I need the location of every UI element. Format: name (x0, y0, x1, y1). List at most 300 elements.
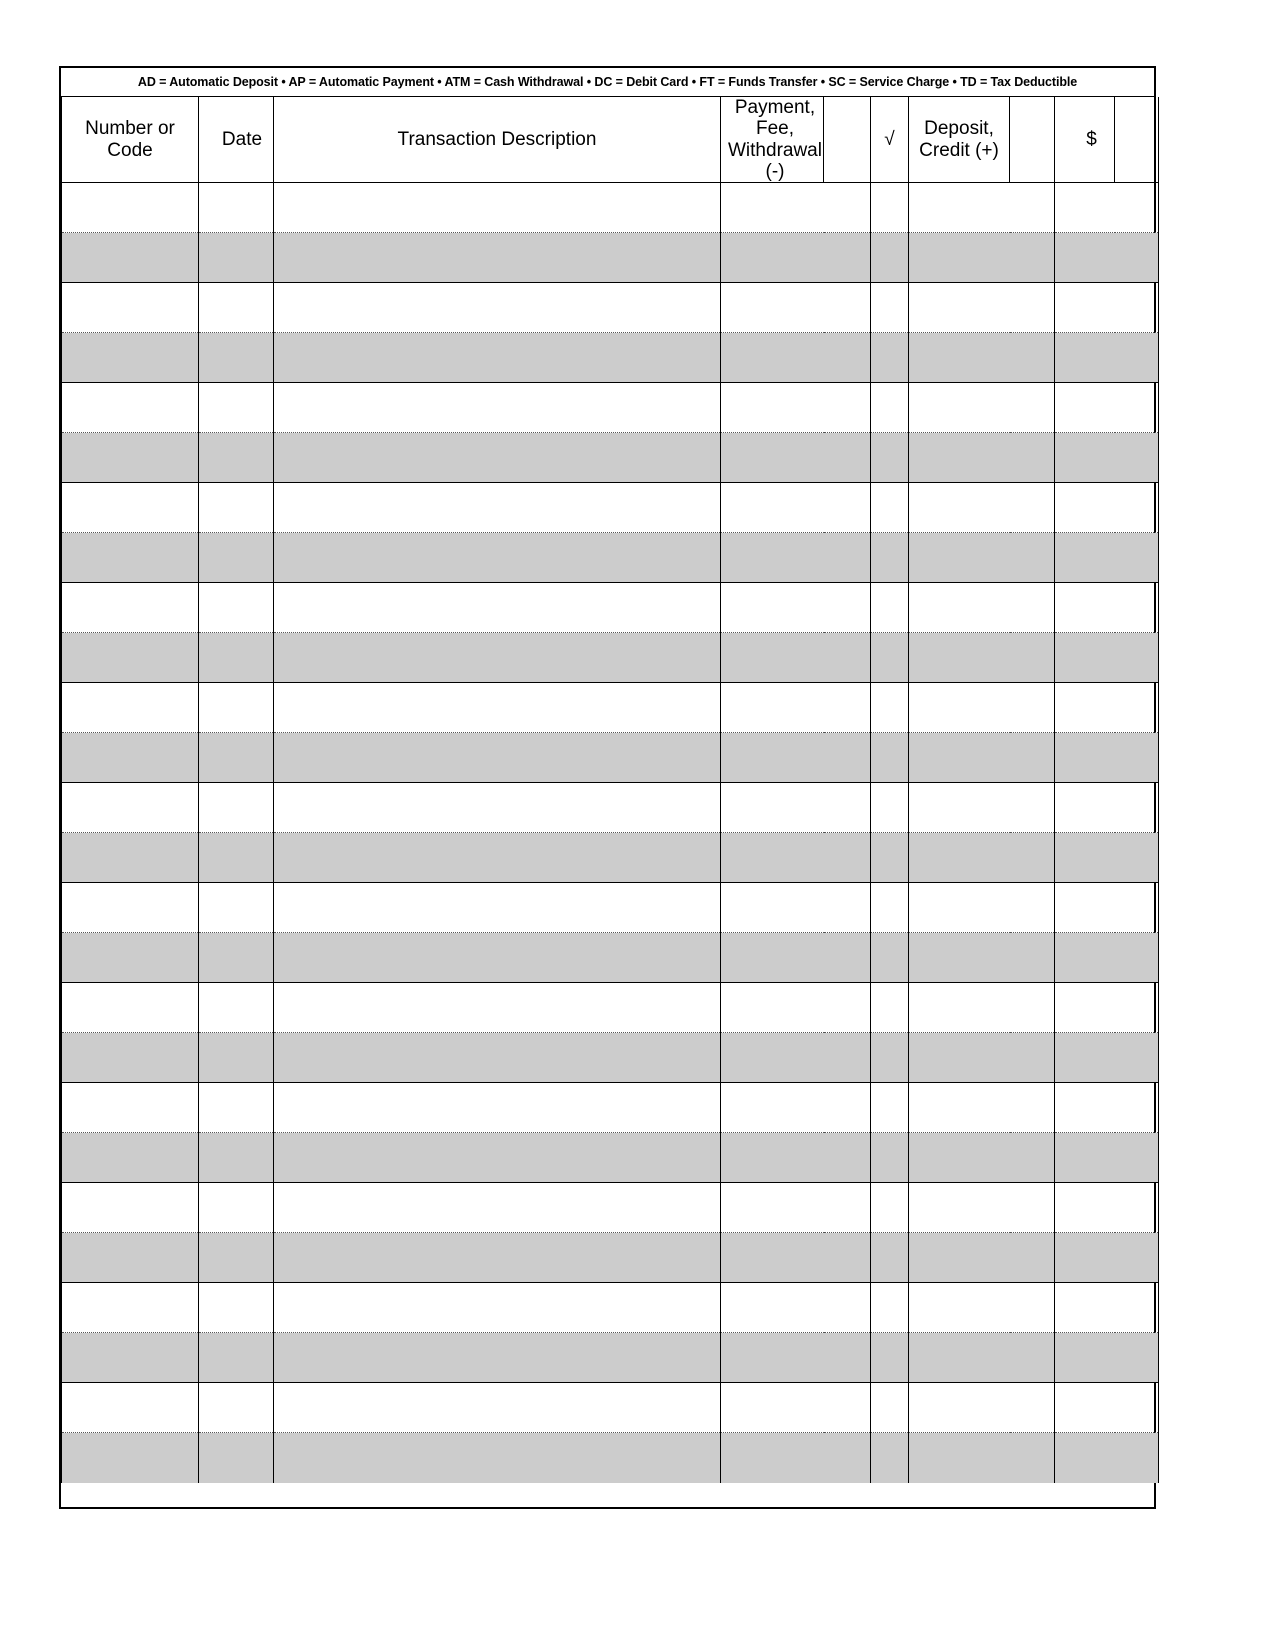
cell-payment-cents[interactable] (824, 483, 871, 533)
table-row[interactable] (62, 433, 1159, 483)
cell-payment[interactable] (721, 383, 824, 433)
cell-balance[interactable] (1055, 333, 1115, 383)
cell-check-mark[interactable] (871, 833, 909, 883)
cell-transaction-description[interactable] (274, 1383, 721, 1433)
cell-balance-cents[interactable] (1115, 1383, 1159, 1433)
cell-payment[interactable] (721, 733, 824, 783)
cell-payment[interactable] (721, 483, 824, 533)
cell-balance[interactable] (1055, 433, 1115, 483)
cell-transaction-description[interactable] (274, 283, 721, 333)
cell-number-or-code[interactable] (62, 1133, 199, 1183)
cell-date[interactable] (199, 433, 274, 483)
cell-number-or-code[interactable] (62, 1033, 199, 1083)
cell-date[interactable] (199, 883, 274, 933)
cell-deposit[interactable] (909, 1433, 1010, 1483)
cell-deposit-cents[interactable] (1010, 783, 1055, 833)
cell-transaction-description[interactable] (274, 983, 721, 1033)
cell-deposit-cents[interactable] (1010, 1183, 1055, 1233)
table-row[interactable] (62, 1333, 1159, 1383)
cell-payment[interactable] (721, 983, 824, 1033)
cell-balance-cents[interactable] (1115, 233, 1159, 283)
cell-balance-cents[interactable] (1115, 1033, 1159, 1083)
column-header-number-line2: Code (107, 139, 153, 161)
table-row[interactable] (62, 383, 1159, 433)
cell-payment-cents[interactable] (824, 433, 871, 483)
cell-balance[interactable] (1055, 1133, 1115, 1183)
cell-date[interactable] (199, 533, 274, 583)
cell-date[interactable] (199, 833, 274, 883)
cell-payment[interactable] (721, 1033, 824, 1083)
cell-date[interactable] (199, 583, 274, 633)
cell-date[interactable] (199, 733, 274, 783)
table-row[interactable] (62, 533, 1159, 583)
cell-balance-cents[interactable] (1115, 583, 1159, 633)
cell-balance[interactable] (1055, 983, 1115, 1033)
cell-payment-cents[interactable] (824, 733, 871, 783)
cell-balance[interactable] (1055, 283, 1115, 333)
cell-balance[interactable] (1055, 633, 1115, 683)
cell-balance-cents[interactable] (1115, 883, 1159, 933)
cell-payment[interactable] (721, 783, 824, 833)
cell-payment-cents[interactable] (824, 783, 871, 833)
cell-payment-cents[interactable] (824, 533, 871, 583)
cell-transaction-description[interactable] (274, 1183, 721, 1233)
table-row[interactable] (62, 1183, 1159, 1233)
cell-balance-cents[interactable] (1115, 333, 1159, 383)
cell-deposit[interactable] (909, 183, 1010, 233)
cell-deposit[interactable] (909, 1033, 1010, 1083)
cell-date[interactable] (199, 283, 274, 333)
cell-number-or-code[interactable] (62, 533, 199, 583)
cell-transaction-description[interactable] (274, 233, 721, 283)
cell-deposit[interactable] (909, 583, 1010, 633)
cell-number-or-code[interactable] (62, 1333, 199, 1383)
cell-deposit[interactable] (909, 283, 1010, 333)
cell-payment-cents[interactable] (824, 1133, 871, 1183)
cell-balance[interactable] (1055, 383, 1115, 433)
cell-deposit-cents[interactable] (1010, 383, 1055, 433)
cell-payment-cents[interactable] (824, 1183, 871, 1233)
cell-deposit[interactable] (909, 433, 1010, 483)
cell-transaction-description[interactable] (274, 783, 721, 833)
cell-balance-cents[interactable] (1115, 1333, 1159, 1383)
table-row[interactable] (62, 783, 1159, 833)
table-row[interactable] (62, 1283, 1159, 1333)
cell-deposit[interactable] (909, 633, 1010, 683)
cell-balance[interactable] (1055, 1033, 1115, 1083)
table-row[interactable] (62, 183, 1159, 233)
cell-date[interactable] (199, 633, 274, 683)
cell-transaction-description[interactable] (274, 1283, 721, 1333)
table-header-row (62, 97, 1159, 183)
table-row[interactable] (62, 683, 1159, 733)
cell-payment[interactable] (721, 883, 824, 933)
table-row[interactable] (62, 983, 1159, 1033)
cell-balance[interactable] (1055, 1433, 1115, 1483)
cell-deposit-cents[interactable] (1010, 533, 1055, 583)
cell-transaction-description[interactable] (274, 583, 721, 633)
cell-deposit-cents[interactable] (1010, 1133, 1055, 1183)
cell-payment-cents[interactable] (824, 883, 871, 933)
cell-payment-cents[interactable] (824, 233, 871, 283)
cell-transaction-description[interactable] (274, 333, 721, 383)
cell-check-mark[interactable] (871, 233, 909, 283)
cell-number-or-code[interactable] (62, 883, 199, 933)
table-row[interactable] (62, 933, 1159, 983)
cell-number-or-code[interactable] (62, 683, 199, 733)
cell-balance-cents[interactable] (1115, 383, 1159, 433)
table-row[interactable] (62, 483, 1159, 533)
cell-check-mark[interactable] (871, 1083, 909, 1133)
cell-payment[interactable] (721, 533, 824, 583)
cell-date[interactable] (199, 683, 274, 733)
table-row[interactable] (62, 733, 1159, 783)
cell-number-or-code[interactable] (62, 983, 199, 1033)
cell-date[interactable] (199, 1133, 274, 1183)
cell-date[interactable] (199, 1433, 274, 1483)
cell-payment[interactable] (721, 1233, 824, 1283)
cell-balance[interactable] (1055, 933, 1115, 983)
cell-deposit[interactable] (909, 983, 1010, 1033)
cell-deposit[interactable] (909, 733, 1010, 783)
cell-deposit[interactable] (909, 1133, 1010, 1183)
cell-deposit[interactable] (909, 683, 1010, 733)
cell-balance[interactable] (1055, 783, 1115, 833)
cell-payment[interactable] (721, 333, 824, 383)
cell-payment-cents[interactable] (824, 1083, 871, 1133)
cell-date[interactable] (199, 333, 274, 383)
cell-payment[interactable] (721, 633, 824, 683)
column-header-payment-line2: Withdrawal (-) (728, 139, 822, 182)
cell-transaction-description[interactable] (274, 483, 721, 533)
cell-date[interactable] (199, 1183, 274, 1233)
table-row[interactable] (62, 233, 1159, 283)
table-row[interactable] (62, 283, 1159, 333)
cell-check-mark[interactable] (871, 183, 909, 233)
cell-payment[interactable] (721, 1333, 824, 1383)
cell-balance-cents[interactable] (1115, 433, 1159, 483)
cell-transaction-description[interactable] (274, 833, 721, 883)
cell-date[interactable] (199, 183, 274, 233)
cell-balance-cents[interactable] (1115, 283, 1159, 333)
cell-transaction-description[interactable] (274, 433, 721, 483)
cell-check-mark[interactable] (871, 333, 909, 383)
table-row[interactable] (62, 333, 1159, 383)
cell-date[interactable] (199, 233, 274, 283)
cell-payment-cents[interactable] (824, 633, 871, 683)
cell-balance-cents[interactable] (1115, 633, 1159, 683)
cell-transaction-description[interactable] (274, 933, 721, 983)
cell-deposit[interactable] (909, 1083, 1010, 1133)
cell-payment[interactable] (721, 1183, 824, 1233)
cell-balance[interactable] (1055, 483, 1115, 533)
cell-check-mark[interactable] (871, 783, 909, 833)
cell-deposit-cents[interactable] (1010, 1283, 1055, 1333)
cell-deposit-cents[interactable] (1010, 1333, 1055, 1383)
table-row[interactable] (62, 1233, 1159, 1283)
cell-transaction-description[interactable] (274, 533, 721, 583)
cell-payment-cents[interactable] (824, 1283, 871, 1333)
cell-deposit[interactable] (909, 833, 1010, 883)
cell-deposit[interactable] (909, 883, 1010, 933)
cell-balance-cents[interactable] (1115, 983, 1159, 1033)
cell-check-mark[interactable] (871, 483, 909, 533)
cell-check-mark[interactable] (871, 433, 909, 483)
cell-number-or-code[interactable] (62, 383, 199, 433)
cell-check-mark[interactable] (871, 983, 909, 1033)
table-row[interactable] (62, 883, 1159, 933)
cell-date[interactable] (199, 1033, 274, 1083)
cell-check-mark[interactable] (871, 1133, 909, 1183)
check-register-table (59, 66, 1156, 1509)
cell-number-or-code[interactable] (62, 783, 199, 833)
cell-transaction-description[interactable] (274, 383, 721, 433)
cell-payment-cents[interactable] (824, 1433, 871, 1483)
cell-balance[interactable] (1055, 833, 1115, 883)
table-row[interactable] (62, 1433, 1159, 1483)
cell-payment-cents[interactable] (824, 1033, 871, 1083)
cell-payment[interactable] (721, 583, 824, 633)
cell-deposit[interactable] (909, 533, 1010, 583)
cell-payment-cents[interactable] (824, 183, 871, 233)
cell-number-or-code[interactable] (62, 1183, 199, 1233)
cell-payment-cents[interactable] (824, 983, 871, 1033)
cell-balance-cents[interactable] (1115, 733, 1159, 783)
cell-payment-cents[interactable] (824, 383, 871, 433)
cell-balance-cents[interactable] (1115, 1133, 1159, 1183)
cell-deposit-cents[interactable] (1010, 483, 1055, 533)
legend-codes: AD = Automatic Deposit • AP = Automatic Payment • ATM = Cash Withdrawal • DC = Debit Card • FT = Funds Transfer • SC = Service Charge • TD = Tax Deductible (61, 68, 1154, 97)
cell-payment[interactable] (721, 1433, 824, 1483)
cell-balance[interactable] (1055, 883, 1115, 933)
cell-balance[interactable] (1055, 1183, 1115, 1233)
cell-deposit-cents[interactable] (1010, 1433, 1055, 1483)
cell-deposit[interactable] (909, 1233, 1010, 1283)
cell-date[interactable] (199, 933, 274, 983)
table-row[interactable] (62, 1033, 1159, 1083)
cell-transaction-description[interactable] (274, 683, 721, 733)
cell-balance-cents[interactable] (1115, 833, 1159, 883)
cell-date[interactable] (199, 1333, 274, 1383)
cell-check-mark[interactable] (871, 283, 909, 333)
column-header-deposit-cents (1010, 97, 1055, 183)
column-header-balance: $ (1055, 97, 1115, 183)
cell-number-or-code[interactable] (62, 333, 199, 383)
cell-date[interactable] (199, 1083, 274, 1133)
cell-check-mark[interactable] (871, 1383, 909, 1433)
cell-payment[interactable] (721, 1083, 824, 1133)
cell-transaction-description[interactable] (274, 1133, 721, 1183)
cell-check-mark[interactable] (871, 1183, 909, 1233)
cell-deposit[interactable] (909, 383, 1010, 433)
cell-deposit-cents[interactable] (1010, 233, 1055, 283)
cell-deposit-cents[interactable] (1010, 683, 1055, 733)
cell-date[interactable] (199, 1233, 274, 1283)
cell-check-mark[interactable] (871, 1233, 909, 1283)
cell-payment[interactable] (721, 1133, 824, 1183)
cell-transaction-description[interactable] (274, 883, 721, 933)
cell-check-mark[interactable] (871, 683, 909, 733)
cell-number-or-code[interactable] (62, 1433, 199, 1483)
cell-check-mark[interactable] (871, 733, 909, 783)
cell-payment[interactable] (721, 433, 824, 483)
cell-number-or-code[interactable] (62, 933, 199, 983)
cell-payment[interactable] (721, 233, 824, 283)
cell-balance-cents[interactable] (1115, 683, 1159, 733)
cell-balance[interactable] (1055, 183, 1115, 233)
column-header-payment-line1: Payment, Fee, (734, 97, 816, 140)
column-header-number-or-code (62, 97, 199, 183)
cell-check-mark[interactable] (871, 1033, 909, 1083)
cell-payment[interactable] (721, 683, 824, 733)
cell-deposit[interactable] (909, 1183, 1010, 1233)
cell-date[interactable] (199, 483, 274, 533)
cell-check-mark[interactable] (871, 633, 909, 683)
cell-transaction-description[interactable] (274, 1433, 721, 1483)
cell-deposit[interactable] (909, 483, 1010, 533)
cell-check-mark[interactable] (871, 533, 909, 583)
cell-balance[interactable] (1055, 683, 1115, 733)
cell-payment-cents[interactable] (824, 933, 871, 983)
cell-deposit-cents[interactable] (1010, 833, 1055, 883)
table-row[interactable] (62, 633, 1159, 683)
cell-payment-cents[interactable] (824, 683, 871, 733)
cell-balance-cents[interactable] (1115, 1433, 1159, 1483)
cell-deposit-cents[interactable] (1010, 1383, 1055, 1433)
cell-balance-cents[interactable] (1115, 1283, 1159, 1333)
cell-deposit-cents[interactable] (1010, 1083, 1055, 1133)
cell-deposit[interactable] (909, 1383, 1010, 1433)
cell-payment-cents[interactable] (824, 283, 871, 333)
cell-balance[interactable] (1055, 1283, 1115, 1333)
cell-deposit-cents[interactable] (1010, 183, 1055, 233)
cell-number-or-code[interactable] (62, 283, 199, 333)
cell-payment-cents[interactable] (824, 1383, 871, 1433)
cell-payment[interactable] (721, 1283, 824, 1333)
cell-number-or-code[interactable] (62, 633, 199, 683)
cell-balance-cents[interactable] (1115, 533, 1159, 583)
cell-payment-cents[interactable] (824, 1333, 871, 1383)
cell-transaction-description[interactable] (274, 1233, 721, 1283)
column-header-deposit (909, 97, 1010, 183)
cell-number-or-code[interactable] (62, 733, 199, 783)
table-row[interactable] (62, 1083, 1159, 1133)
cell-date[interactable] (199, 1383, 274, 1433)
cell-number-or-code[interactable] (62, 1283, 199, 1333)
cell-date[interactable] (199, 1283, 274, 1333)
cell-check-mark[interactable] (871, 933, 909, 983)
cell-deposit[interactable] (909, 333, 1010, 383)
cell-payment[interactable] (721, 283, 824, 333)
cell-check-mark[interactable] (871, 1333, 909, 1383)
table-row[interactable] (62, 1133, 1159, 1183)
cell-check-mark[interactable] (871, 583, 909, 633)
cell-payment[interactable] (721, 183, 824, 233)
cell-deposit-cents[interactable] (1010, 983, 1055, 1033)
column-header-transaction-description: Transaction Description (274, 97, 721, 183)
table-row[interactable] (62, 1383, 1159, 1433)
cell-balance[interactable] (1055, 533, 1115, 583)
cell-balance-cents[interactable] (1115, 783, 1159, 833)
cell-number-or-code[interactable] (62, 483, 199, 533)
cell-number-or-code[interactable] (62, 833, 199, 883)
cell-deposit[interactable] (909, 1283, 1010, 1333)
cell-check-mark[interactable] (871, 883, 909, 933)
cell-payment-cents[interactable] (824, 833, 871, 883)
cell-balance-cents[interactable] (1115, 183, 1159, 233)
cell-balance[interactable] (1055, 1233, 1115, 1283)
cell-balance-cents[interactable] (1115, 1183, 1159, 1233)
cell-transaction-description[interactable] (274, 1083, 721, 1133)
cell-transaction-description[interactable] (274, 1333, 721, 1383)
cell-deposit-cents[interactable] (1010, 933, 1055, 983)
cell-check-mark[interactable] (871, 383, 909, 433)
cell-balance-cents[interactable] (1115, 1083, 1159, 1133)
cell-deposit[interactable] (909, 1333, 1010, 1383)
cell-date[interactable] (199, 783, 274, 833)
cell-transaction-description[interactable] (274, 733, 721, 783)
cell-number-or-code[interactable] (62, 183, 199, 233)
cell-number-or-code[interactable] (62, 583, 199, 633)
cell-balance[interactable] (1055, 1083, 1115, 1133)
cell-deposit-cents[interactable] (1010, 283, 1055, 333)
cell-deposit-cents[interactable] (1010, 333, 1055, 383)
cell-deposit-cents[interactable] (1010, 1033, 1055, 1083)
cell-check-mark[interactable] (871, 1433, 909, 1483)
table-row[interactable] (62, 833, 1159, 883)
cell-balance-cents[interactable] (1115, 483, 1159, 533)
cell-number-or-code[interactable] (62, 433, 199, 483)
cell-balance[interactable] (1055, 733, 1115, 783)
cell-deposit[interactable] (909, 783, 1010, 833)
cell-transaction-description[interactable] (274, 633, 721, 683)
cell-balance[interactable] (1055, 233, 1115, 283)
table-row[interactable] (62, 583, 1159, 633)
cell-payment-cents[interactable] (824, 333, 871, 383)
cell-payment-cents[interactable] (824, 583, 871, 633)
cell-transaction-description[interactable] (274, 1033, 721, 1083)
ledger-body (62, 183, 1159, 1483)
cell-deposit-cents[interactable] (1010, 633, 1055, 683)
cell-deposit[interactable] (909, 233, 1010, 283)
cell-number-or-code[interactable] (62, 233, 199, 283)
cell-payment-cents[interactable] (824, 1233, 871, 1283)
cell-number-or-code[interactable] (62, 1083, 199, 1133)
cell-payment[interactable] (721, 933, 824, 983)
cell-transaction-description[interactable] (274, 183, 721, 233)
cell-payment[interactable] (721, 833, 824, 883)
cell-deposit-cents[interactable] (1010, 1233, 1055, 1283)
cell-deposit-cents[interactable] (1010, 733, 1055, 783)
cell-number-or-code[interactable] (62, 1383, 199, 1433)
cell-deposit-cents[interactable] (1010, 433, 1055, 483)
cell-deposit-cents[interactable] (1010, 883, 1055, 933)
cell-payment[interactable] (721, 1383, 824, 1433)
cell-deposit-cents[interactable] (1010, 583, 1055, 633)
cell-balance[interactable] (1055, 1333, 1115, 1383)
cell-balance[interactable] (1055, 583, 1115, 633)
cell-deposit[interactable] (909, 933, 1010, 983)
column-header-deposit-line2: Credit (+) (919, 139, 999, 161)
cell-balance[interactable] (1055, 1383, 1115, 1433)
cell-balance-cents[interactable] (1115, 1233, 1159, 1283)
cell-date[interactable] (199, 383, 274, 433)
cell-balance-cents[interactable] (1115, 933, 1159, 983)
cell-number-or-code[interactable] (62, 1233, 199, 1283)
cell-date[interactable] (199, 983, 274, 1033)
cell-check-mark[interactable] (871, 1283, 909, 1333)
column-header-payment (721, 97, 824, 183)
